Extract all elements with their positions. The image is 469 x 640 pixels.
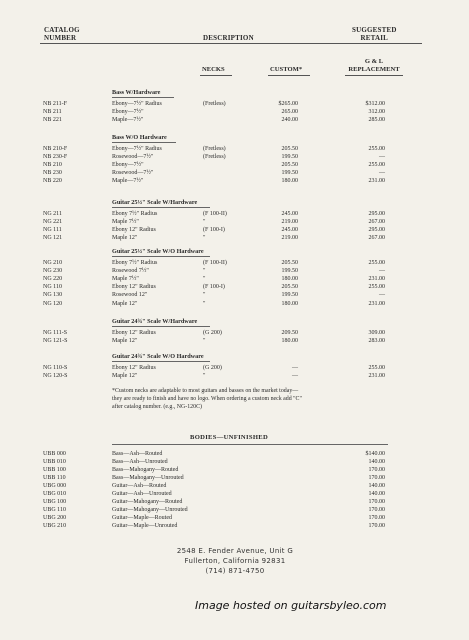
catalog-number: UBG 000 <box>43 483 67 489</box>
catalog-number: NG 111 <box>43 227 62 234</box>
replacement-price: 295.00 <box>368 211 385 217</box>
replacement-price: 231.00 <box>368 276 385 283</box>
replacement-price: 170.00 <box>368 515 385 521</box>
neck-description: Ebony 12" Radius <box>112 330 156 336</box>
catalog-number: NB 211 <box>43 109 62 116</box>
replacement-price: — <box>379 292 385 299</box>
neck-row <box>0 100 469 108</box>
replacement-price: 309.00 <box>368 330 385 336</box>
neck-row <box>0 153 469 161</box>
body-description: Bass—Mahogany—Routed <box>112 467 179 473</box>
custom-column-rule <box>268 75 310 76</box>
body-description: Guitar—Mahogany—Routed <box>112 499 183 505</box>
catalog-number: NB 230-F <box>43 154 68 161</box>
neck-description: Ebony 12" Radius <box>112 284 156 291</box>
gl-header-line1: G & L <box>364 58 384 65</box>
custom-price: 205.50 <box>281 284 298 291</box>
replacement-price: $312.00 <box>365 101 385 107</box>
watermark-text: Image hosted on guitarsbyleo.com <box>195 599 387 612</box>
neck-row <box>0 210 469 218</box>
neck-model-note: " <box>203 292 206 299</box>
body-row <box>0 514 469 522</box>
neck-model-note: (Fretless) <box>203 101 226 107</box>
custom-price: 199.50 <box>281 292 298 299</box>
neck-row <box>0 300 469 308</box>
neck-description: Rosewood 7½" <box>112 268 149 275</box>
catalog-number: NG 110-S <box>43 365 68 371</box>
body-description: Guitar—Maple—Routed <box>112 515 172 521</box>
neck-description: Maple 7½" <box>112 276 139 283</box>
description-header: DESCRIPTION <box>203 34 254 42</box>
neck-model-note: (F 100-II) <box>203 260 227 266</box>
custom-price: 180.00 <box>281 276 298 283</box>
neck-row <box>0 169 469 177</box>
replacement-price: 170.00 <box>368 467 385 473</box>
neck-description: Maple—7½" <box>112 178 144 185</box>
suggested-header-line2: RETAIL <box>360 34 389 42</box>
catalog-number: UBB 000 <box>43 451 66 457</box>
catalog-number: NG 111-S <box>43 330 68 336</box>
neck-row <box>0 218 469 226</box>
gl-replacement-header <box>345 58 403 73</box>
neck-description: Ebony—7½" <box>112 109 144 116</box>
replacement-price: 140.00 <box>368 459 385 465</box>
body-description: Guitar—Ash—Unrouted <box>112 491 172 497</box>
section-title-rule <box>112 142 176 143</box>
neck-description: Maple 12" <box>112 373 138 380</box>
neck-model-note: " <box>203 268 206 275</box>
neck-model-note: " <box>203 235 206 242</box>
replacement-price: 255.00 <box>368 260 385 266</box>
custom-price: 240.00 <box>281 117 298 124</box>
replacement-price: 285.00 <box>368 117 385 124</box>
catalog-number: NB 221 <box>43 117 62 124</box>
custom-price: 205.50 <box>281 162 298 169</box>
section-title-rule <box>112 361 210 362</box>
catalog-number: NG 221 <box>43 219 63 226</box>
neck-model-note: " <box>203 338 206 345</box>
neck-row <box>0 145 469 153</box>
neck-row <box>0 234 469 242</box>
catalog-number: NB 220 <box>43 178 62 185</box>
neck-model-note: (F 100-II) <box>203 211 227 217</box>
catalog-number: UBB 100 <box>43 467 66 473</box>
custom-price: 205.50 <box>281 146 298 152</box>
body-description: Bass—Ash—Unrouted <box>112 459 168 465</box>
neck-row <box>0 267 469 275</box>
body-description: Bass—Ash—Routed <box>112 451 163 457</box>
section-title-rule <box>112 326 210 327</box>
catalog-header-line1: CATALOG <box>44 26 80 34</box>
neck-description: Rosewood—7½" <box>112 170 154 177</box>
section-title: Bass W/Hardware <box>112 89 161 96</box>
custom-price: 245.00 <box>281 211 298 217</box>
body-row <box>0 490 469 498</box>
custom-price: 180.00 <box>281 178 298 185</box>
replacement-price: 312.00 <box>368 109 385 116</box>
necks-column-header: NECKS <box>202 66 225 73</box>
header-divider <box>40 43 422 44</box>
suggested-retail-header <box>352 26 397 42</box>
catalog-number: NG 130 <box>43 292 63 299</box>
replacement-price: 231.00 <box>368 300 385 307</box>
catalog-header-line2: NUMBER <box>44 34 77 42</box>
address-line-city: Fullerton, California 92831 <box>184 557 286 565</box>
section-title: Guitar 25½" Scale W/Hardware <box>112 199 198 206</box>
replacement-price: 140.00 <box>368 483 385 489</box>
catalog-number: NG 110 <box>43 284 62 291</box>
replacement-price: 255.00 <box>368 162 385 169</box>
body-row <box>0 466 469 474</box>
replacement-price: $140.00 <box>365 451 385 457</box>
neck-description: Maple—7½" <box>112 117 144 124</box>
custom-column-header: CUSTOM* <box>270 66 303 73</box>
neck-description: Maple 12" <box>112 235 138 242</box>
neck-description: Ebony 12" Radius <box>112 227 156 234</box>
custom-price: 209.50 <box>281 330 298 336</box>
neck-description: Ebony 12" Radius <box>112 365 156 371</box>
body-description: Guitar—Ash—Routed <box>112 483 167 489</box>
neck-row <box>0 259 469 267</box>
neck-row <box>0 329 469 337</box>
custom-price: 265.00 <box>281 109 298 116</box>
catalog-number: UBB 110 <box>43 475 66 481</box>
custom-price: 245.00 <box>281 227 298 234</box>
catalog-number: NG 121 <box>43 235 63 242</box>
catalog-number: UBG 210 <box>43 523 67 529</box>
replacement-price: 295.00 <box>368 227 385 234</box>
catalog-number: NB 211-F <box>43 101 67 107</box>
neck-row <box>0 116 469 124</box>
neck-description: Maple 12" <box>112 338 138 345</box>
custom-price: 180.00 <box>281 300 298 307</box>
catalog-number: UBG 010 <box>43 491 67 497</box>
replacement-price: 267.00 <box>368 235 385 242</box>
body-row <box>0 458 469 466</box>
bodies-section-title: BODIES—UNFINISHED <box>190 434 269 441</box>
gl-header-line2: REPLACEMENT <box>348 65 400 73</box>
replacement-price: — <box>379 170 385 177</box>
custom-neck-footnote: *Custom necks are adaptable to most guitars and basses on the market today—they are ready to finish and have no logo. When ordering a custom neck add "C" after catalog number. (e.g., NG-120C) <box>112 388 302 410</box>
neck-model-note: " <box>203 219 206 226</box>
necks-column-rule <box>200 75 232 76</box>
gl-column-rule <box>345 75 403 76</box>
neck-description: Ebony 7½" Radius <box>112 211 158 217</box>
catalog-number: UBG 100 <box>43 499 67 505</box>
catalog-number: NG 120-S <box>43 373 68 380</box>
neck-description: Ebony—7½" <box>112 162 144 169</box>
neck-model-note: (Fretless) <box>203 154 226 161</box>
body-row <box>0 498 469 506</box>
neck-model-note: " <box>203 373 206 380</box>
custom-price: — <box>292 373 298 380</box>
neck-model-note: (G 200) <box>203 330 222 336</box>
replacement-price: 231.00 <box>368 373 385 380</box>
neck-model-note: (Fretless) <box>203 146 226 152</box>
custom-price: 199.50 <box>281 268 298 275</box>
custom-price: 219.00 <box>281 235 298 242</box>
neck-model-note: (F 100-I) <box>203 227 225 234</box>
neck-row <box>0 283 469 291</box>
catalog-number: UBG 200 <box>43 515 67 521</box>
neck-row <box>0 226 469 234</box>
section-title: Bass W/O Hardware <box>112 134 167 141</box>
catalog-number: NG 230 <box>43 268 63 275</box>
catalog-number: NG 210 <box>43 260 63 266</box>
custom-price: 199.50 <box>281 170 298 177</box>
replacement-price: 255.00 <box>368 146 385 152</box>
section-title-rule <box>112 207 210 208</box>
catalog-number: NG 121-S <box>43 338 68 345</box>
replacement-price: 231.00 <box>368 178 385 185</box>
catalog-number: UBB 010 <box>43 459 66 465</box>
replacement-price: 140.00 <box>368 491 385 497</box>
neck-row <box>0 337 469 345</box>
body-description: Guitar—Maple—Unrouted <box>112 523 178 529</box>
custom-price: 180.00 <box>281 338 298 345</box>
custom-price: 205.50 <box>281 260 298 266</box>
replacement-price: 170.00 <box>368 507 385 513</box>
neck-description: Maple 12" <box>112 300 138 307</box>
catalog-number: NB 210-F <box>43 146 68 152</box>
body-row <box>0 450 469 458</box>
neck-model-note: (G 200) <box>203 365 222 371</box>
replacement-price: 170.00 <box>368 499 385 505</box>
neck-model-note: (F 100-I) <box>203 284 225 291</box>
catalog-number-header <box>44 26 80 42</box>
section-title-rule <box>112 97 174 98</box>
catalog-number: NB 210 <box>43 162 62 169</box>
bodies-section-rule <box>112 444 388 445</box>
replacement-price: — <box>379 268 385 275</box>
custom-price: $265.00 <box>278 101 298 107</box>
neck-description: Maple 7½" <box>112 219 139 226</box>
catalog-number: NG 120 <box>43 300 63 307</box>
custom-price: 199.50 <box>281 154 298 161</box>
suggested-header-line1: SUGGESTED <box>352 26 397 34</box>
neck-model-note: " <box>203 276 206 283</box>
neck-row <box>0 177 469 185</box>
catalog-number: NB 230 <box>43 170 62 177</box>
neck-description: Ebony—7½" Radius <box>112 101 162 107</box>
neck-row <box>0 291 469 299</box>
catalog-number: NG 211 <box>43 211 62 217</box>
body-description: Bass—Mahogany—Unrouted <box>112 475 184 481</box>
neck-row <box>0 108 469 116</box>
neck-row <box>0 364 469 372</box>
neck-row <box>0 372 469 380</box>
neck-row <box>0 275 469 283</box>
replacement-price: 267.00 <box>368 219 385 226</box>
body-row <box>0 522 469 530</box>
neck-description: Rosewood 12" <box>112 292 148 299</box>
address-line-street: 2548 E. Fender Avenue, Unit G <box>176 547 294 555</box>
replacement-price: 255.00 <box>368 365 385 371</box>
body-row <box>0 482 469 490</box>
replacement-price: 170.00 <box>368 523 385 529</box>
body-description: Guitar—Mahogany—Unrouted <box>112 507 188 513</box>
custom-price: 219.00 <box>281 219 298 226</box>
section-title: Guitar 24¾" Scale W/O Hardware <box>112 353 204 360</box>
neck-model-note: " <box>203 300 206 307</box>
section-title: Guitar 25½" Scale W/O Hardware <box>112 248 204 255</box>
neck-description: Rosewood—7½" <box>112 154 154 161</box>
replacement-price: 170.00 <box>368 475 385 481</box>
neck-row <box>0 161 469 169</box>
section-title-rule <box>112 256 210 257</box>
replacement-price: 255.00 <box>368 284 385 291</box>
address-line-phone: (714) 871-4750 <box>205 567 265 575</box>
custom-price: — <box>292 365 298 371</box>
catalog-number: NG 220 <box>43 276 63 283</box>
replacement-price: 283.00 <box>368 338 385 345</box>
body-row <box>0 474 469 482</box>
replacement-price: — <box>379 154 385 161</box>
section-title: Guitar 24¾" Scale W/Hardware <box>112 318 198 325</box>
neck-description: Ebony 7½" Radius <box>112 260 158 266</box>
body-row <box>0 506 469 514</box>
catalog-number: UBG 110 <box>43 507 66 513</box>
neck-description: Ebony—7½" Radius <box>112 146 162 152</box>
